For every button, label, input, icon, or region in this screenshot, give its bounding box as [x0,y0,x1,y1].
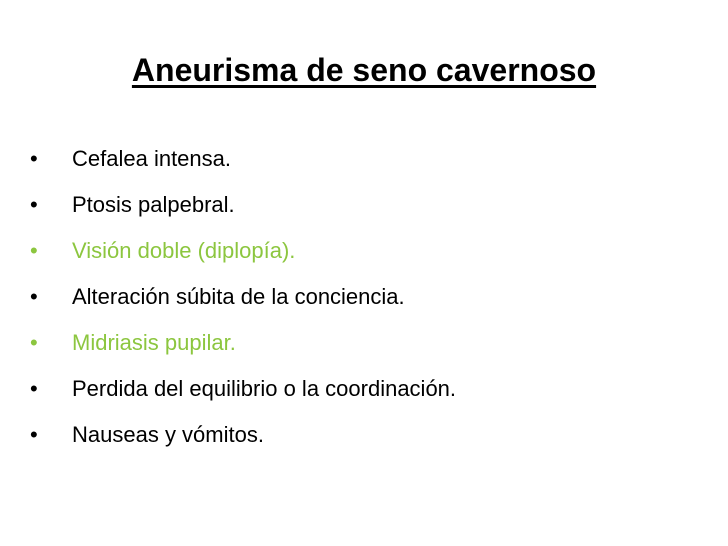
bullet-text: Alteración súbita de la conciencia. [72,284,405,309]
bullet-item-7 [0,412,700,458]
bullet-text: Nauseas y vómitos. [72,422,264,447]
slide-title [0,48,728,92]
bullet-item-2 [0,182,700,228]
bullet-icon: • [30,376,38,401]
bullet-icon: • [30,422,38,447]
bullet-text: Perdida del equilibrio o la coordinación. [72,376,457,401]
bullet-list [0,136,700,458]
bullet-item-4 [0,274,700,320]
bullet-icon: • [30,192,38,217]
bullet-item-3 [0,228,700,274]
bullet-icon: • [30,238,38,263]
bullet-text: Cefalea intensa. [72,146,231,171]
bullet-text: Midriasis pupilar. [72,330,236,355]
bullet-text: Ptosis palpebral. [72,192,235,217]
bullet-item-5 [0,320,700,366]
bullet-item-1 [0,136,700,182]
bullet-icon: • [30,146,38,171]
bullet-icon: • [30,284,38,309]
slide-title-text: Aneurisma de seno cavernoso [131,52,597,88]
bullet-icon: • [30,330,38,355]
bullet-item-6 [0,366,700,412]
bullet-text: Visión doble (diplopía). [72,238,296,263]
